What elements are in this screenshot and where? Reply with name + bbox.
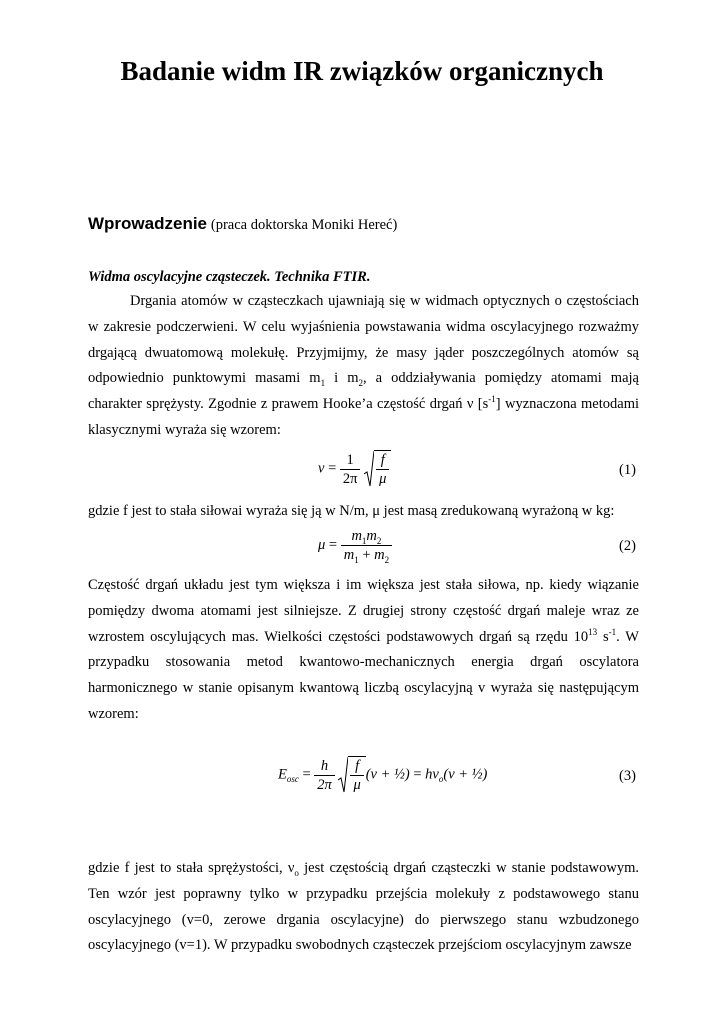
eq2-num-m: m bbox=[351, 528, 362, 544]
eq1-lhs: ν bbox=[318, 460, 325, 477]
paragraph-1-text-b: i m bbox=[325, 370, 359, 387]
subscript: 2 bbox=[376, 535, 382, 546]
equation-3-label: (3) bbox=[619, 768, 636, 784]
equation-1 bbox=[318, 450, 391, 488]
eq2-den-m: m bbox=[374, 547, 385, 563]
paragraph-3 bbox=[88, 573, 639, 728]
equation-1-label: (1) bbox=[619, 462, 636, 478]
subheading: Widma oscylacyjne cząsteczek. Technika FTIR. bbox=[88, 269, 371, 285]
eq2-lhs: μ bbox=[318, 536, 326, 553]
eq3-paren-term-2: (ν + ½) bbox=[443, 766, 488, 783]
eq1-equals: = bbox=[328, 460, 337, 477]
eq1-denominator: 2π bbox=[342, 470, 358, 487]
eq3-equals: = bbox=[302, 766, 311, 783]
eq2-plus: + bbox=[362, 547, 371, 563]
eq1-rad-denominator: μ bbox=[379, 471, 387, 487]
eq3-lhs: E bbox=[278, 766, 287, 783]
eq3-fraction bbox=[314, 757, 335, 794]
equation-2-label: (2) bbox=[619, 538, 636, 554]
section-heading bbox=[88, 214, 397, 234]
subscript: 1 bbox=[354, 554, 359, 565]
equation-3 bbox=[278, 756, 487, 794]
superscript: -1 bbox=[488, 394, 496, 405]
eq2-denominator bbox=[341, 546, 392, 564]
paragraph-1-text-c: , a oddziaływania pomiędzy atomami mają charakter sprężysty. Zgodnie z prawem Hooke’a częstość drgań ν [s bbox=[88, 370, 639, 413]
section-note: (praca doktorska Moniki Hereć) bbox=[210, 217, 398, 233]
equation-2 bbox=[318, 527, 392, 564]
paragraph-1-text-d: ] wyznaczona metodami klasycznymi wyraża się wzorem: bbox=[88, 396, 640, 438]
eq3-rad-numerator: f bbox=[350, 757, 363, 776]
eq2-den-m: m bbox=[343, 547, 355, 563]
radical-icon bbox=[338, 756, 348, 794]
eq3-sqrt bbox=[338, 756, 365, 794]
eq2-fraction bbox=[341, 527, 392, 564]
eq2-numerator bbox=[341, 527, 392, 546]
paragraph-1-text-a: Drgania atomów w cząsteczkach ujawniają się w widmach optycznych o częstościach w zakresie podczerwieni. W celu wyjaśnienia powstawania widma oscylacyjnego rozważmy drgającą dwuatomową molekułę. Przyjmijmy, że masy jąder poszczególnych atomów są odpowiednio punktowymi masami m bbox=[88, 293, 639, 387]
subscript: 2 bbox=[358, 378, 363, 389]
eq3-numerator: h bbox=[314, 757, 335, 776]
subscript: 1 bbox=[320, 378, 326, 389]
subscript: o bbox=[294, 867, 299, 878]
superscript: -1 bbox=[608, 626, 617, 637]
paragraph-4 bbox=[88, 856, 639, 959]
subscript: 1 bbox=[361, 535, 367, 546]
eq1-numerator: 1 bbox=[340, 451, 361, 470]
eq2-equals: = bbox=[328, 536, 338, 553]
eq3-paren-term-1: (ν + ½) bbox=[365, 766, 410, 783]
eq3-denominator: 2π bbox=[317, 776, 332, 793]
eq3-rhs: hν bbox=[425, 766, 439, 783]
paragraph-1 bbox=[88, 289, 639, 444]
eq1-rad-numerator: f bbox=[376, 451, 389, 470]
paragraph-3-text-b: s bbox=[597, 628, 609, 645]
subscript: o bbox=[438, 774, 444, 785]
paragraph-3-text-c: . W przypadku stosowania metod kwantowo-mechanicznych energia drgań oscylatora harmonicznego w stanie opisanym kwantową liczbą oscylacyjną v wyraża się następującym wzorem: bbox=[88, 628, 639, 722]
eq3-equals-2: = bbox=[413, 766, 422, 783]
page-title: Badanie widm IR związków organicznych bbox=[120, 56, 604, 86]
eq3-rad-denominator: μ bbox=[353, 777, 361, 793]
superscript: 13 bbox=[588, 626, 598, 637]
section-heading-text: Wprowadzenie bbox=[88, 214, 208, 233]
paragraph-4-text-b: jest częstością drgań cząsteczki w stanie podstawowym. Ten wzór jest poprawny tylko w przypadku przejścia molekuły z podstawowego stanu oscylacyjnego (v=0, zerowe drgania oscylacyjne) do pierwszego stanu wzbudzonego oscylacyjnego (v=1). W przypadku swobodnych cząsteczek przejściom oscylacyjnym zawsze bbox=[88, 860, 639, 954]
subscript: 2 bbox=[384, 554, 390, 565]
radical-icon bbox=[364, 450, 374, 488]
paragraph-3-text-a: Częstość drgań układu jest tym większa i im większa jest stała siłowa, np. kiedy wiązanie pomiędzy dwoma atomami jest silniejsze. Z drugiej strony częstość drgań maleje wraz ze wzrostem oscylujących mas. Wielkości częstości podstawowych drgań są rzędu 10 bbox=[88, 577, 639, 645]
eq1-sqrt bbox=[364, 450, 391, 488]
subscript: osc bbox=[286, 774, 299, 785]
paragraph-4-text-a: gdzie f jest to stała sprężystości, ν bbox=[88, 860, 295, 876]
eq1-fraction bbox=[340, 451, 361, 488]
eq2-num-m: m bbox=[366, 528, 377, 544]
paragraph-2: gdzie f jest to stała siłowai wyraża się ją w N/m, μ jest masą zredukowaną wyrażoną w kg: bbox=[88, 503, 615, 519]
